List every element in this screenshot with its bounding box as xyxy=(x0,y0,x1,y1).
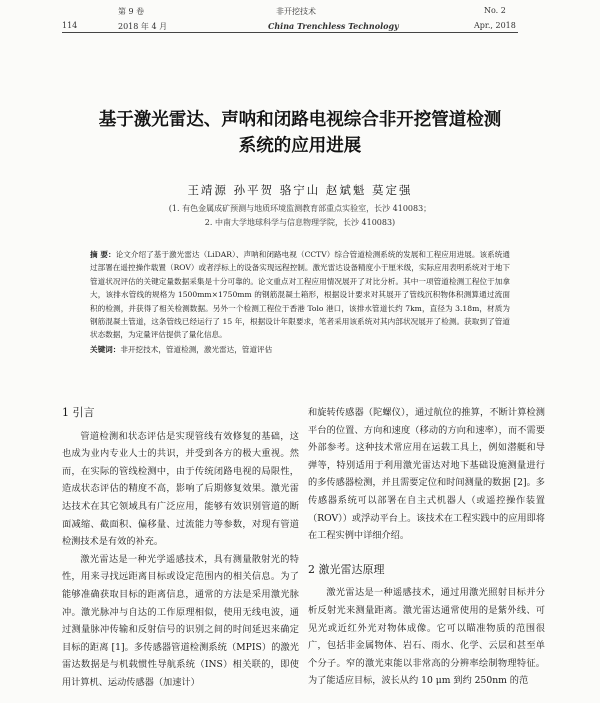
keywords xyxy=(90,343,510,356)
keywords-text: 非开挖技术，管道检测，激光雷达，管道评估 xyxy=(120,344,273,354)
section-heading-lidar-principle: 2 激光雷达原理 xyxy=(308,562,385,576)
paragraph: 激光雷达是一种遥感技术，通过用激光照射目标并分析反射光来测量距离。激光雷达通常使用的是紫外线、可见光或近红外光对物体成像。它可以瞄准物质的范围很广，包括非金属物体、岩石、雨水、化学、云层和甚至单个分子。窄的激光束能以非常高的分辨率绘制物理特征。为了能适应目标，波长从约 10 μm 到约 250nm 的范 xyxy=(308,587,545,687)
paragraph: 和旋转传感器（陀螺仪），通过航位的推算，不断计算检测平台的位置、方向和速度（移动的方向和速率），而不需要外部参考。这种技术常应用在运载工具上，例如潜艇和导弹等，特别适用于利用激光雷达对地下基础设施测量进行的多传感器检测，并且需要定位和时间测量的数据 [2]。多传感器系统可以部署在自主式机器人（或遥控操作装置（ROV））或浮动平台上。该技术在工程实践中的应用即将在工程实例中详细介绍。 xyxy=(308,407,545,542)
abstract-text: 论文介绍了基于激光雷达（LiDAR）、声呐和闭路电视（CCTV）综合管道检测系统的发展和工程应用进展。该系统通过部署在遥控操作载置（ROV）或者浮标上的设备实现远程控制。激光雷达设备精度小于厘米级，实际应用表明系统对于地下管道状况评估的关键定量数据采集是十分可靠的。论文重点对工程应用情况展开了对比分析。其中一项管道检测工程位于加拿大，该排水管线的规格为 1500mm×1750mm 的钢筋混凝土箱形，根据设计要求对其展开了管线沉积物体积测算通过流面积的检测，并获得了相关检测数据。另外一个检测工程位于香港 Tolo 港口，该排水管道长约 7km，直径为 3.18m，材质为钢筋混凝土管道，这条管线已经运行了 15 年，根据设计年限要求，笔者采用该系统对其内部状况展开了检测。获取到了管道状态数据，为定量评估提供了量化信息。 xyxy=(90,250,510,340)
header-journal-cn: 非开挖技术 xyxy=(276,7,316,16)
paragraph: 管道检测和状态评估是实现管线有效修复的基础，这也成为业内专业人士的共识，并受到各方的极大重视。然而，在实际的管线检测中，由于传统闭路电视的局限性，造成状态评估的精度不高，影响了后期修复效果。激光雷达技术在其它领域具有广泛应用，能够有效识别管道的断面减缩、截面积、偏移量、过流能力等参数，对现有管道检测技术是有效的补充。 xyxy=(62,430,299,548)
paper-title-line1: 基于激光雷达、声呐和闭路电视综合非开挖管道检测 xyxy=(98,110,502,130)
paragraph: 激光雷达是一种光学遥感技术，具有测量散射光的特性，用来寻找远距离目标或设定范围内的相关信息。为了能够准确获取目标的距离信息，通常的方法是采用激光脉冲。激光脉冲与自达的工作原理相似，使用无线电波，通过测量脉冲传输和反射信号的识别之间的时间延迟来确定目标的距离 [1]。多传感器管道检测系统（MPIS）的激光雷达数据是与机载惯性导航系统（INS）相关联的，即使用计算机、运动传感器（加速计） xyxy=(62,553,299,688)
header-page: 114 xyxy=(62,21,78,30)
left-column xyxy=(62,404,299,692)
paper-title-line2: 系统的应用进展 xyxy=(238,136,362,156)
header-journal-en: China Trenchless Technology xyxy=(268,21,399,31)
abstract-label: 摘 要： xyxy=(90,250,116,259)
affiliation-2: 2. 中南大学地球科学与信息物理学院，长沙 410083) xyxy=(204,218,396,227)
authors: 王靖源 孙平贺 骆宁山 赵斌魁 莫定强 xyxy=(187,183,413,197)
affiliation-1: (1. 有色金属成矿预测与地质环境监测教育部重点实验室，长沙 410083； xyxy=(168,204,432,213)
keywords-label: 关键词： xyxy=(90,344,121,354)
header-volume: 第 9 卷 xyxy=(118,7,145,16)
section-heading-introduction: 1 引言 xyxy=(62,406,95,419)
header-date-en: Apr., 2018 xyxy=(474,21,516,30)
abstract xyxy=(90,248,510,356)
header-issue: No. 2 xyxy=(484,6,506,15)
header-rule xyxy=(62,32,518,33)
right-column xyxy=(308,404,545,690)
header-date: 2018 年 4 月 xyxy=(118,22,168,31)
